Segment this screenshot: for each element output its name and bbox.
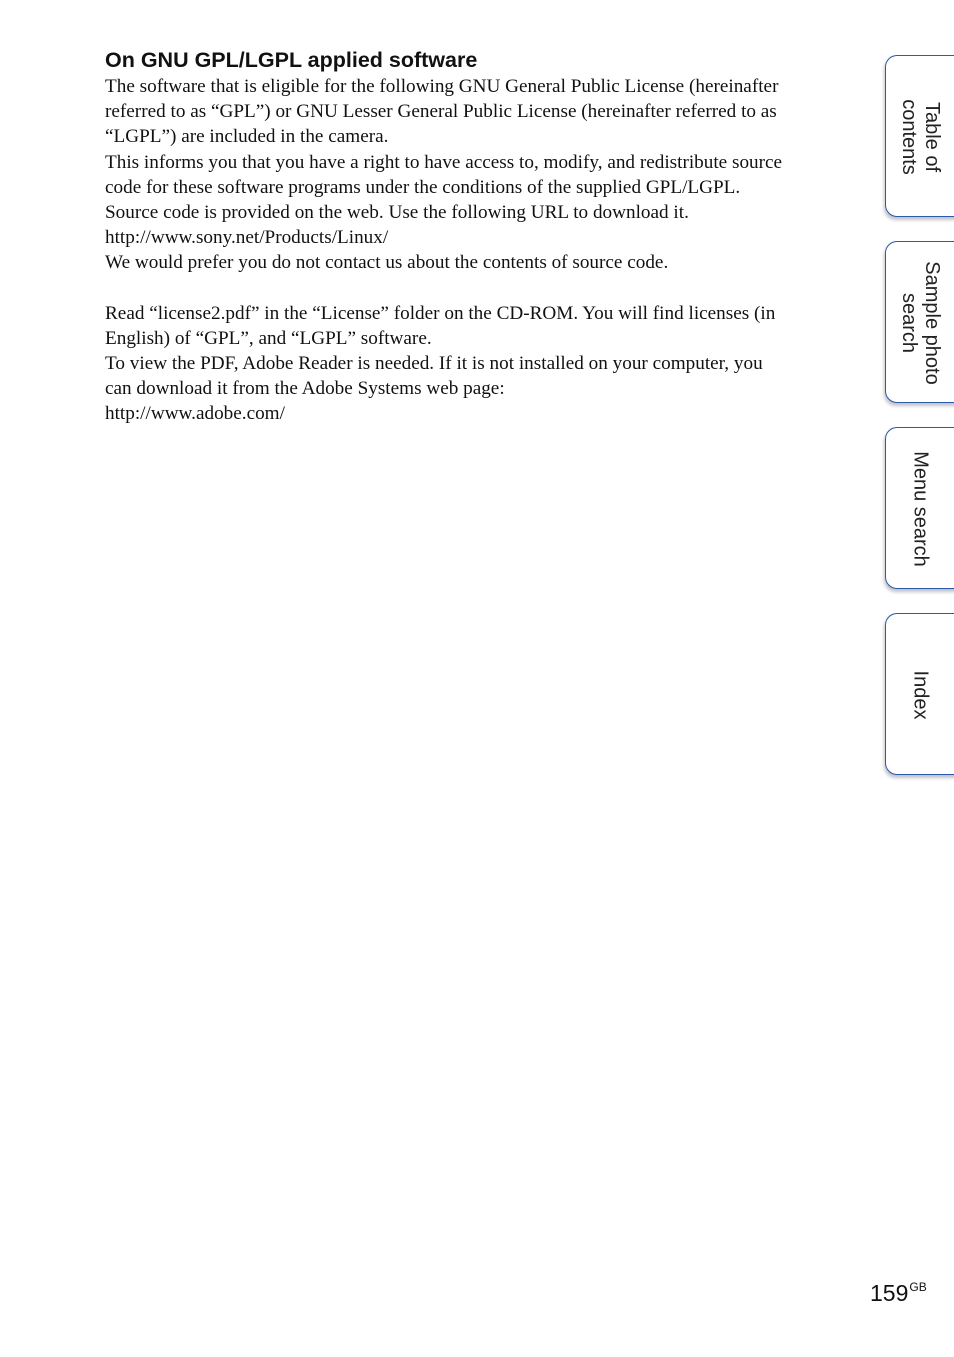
page-number: [870, 1280, 927, 1307]
tab-label-line: Index: [909, 670, 932, 720]
main-content: [105, 46, 850, 427]
text-line: code for these software programs under the conditions of the supplied GPL/LGPL.: [105, 176, 741, 198]
text-line: The software that is eligible for the following GNU General Public License (hereinafter: [105, 76, 779, 97]
adobe-url: http://www.adobe.com/: [105, 403, 285, 425]
tab-sample-photo-search-label: [897, 261, 943, 384]
tab-label-line: Sample photo: [921, 261, 943, 385]
text-line: This informs you that you have a right to have access to, modify, and redistribute source: [105, 151, 783, 173]
paragraph-1: [105, 74, 850, 276]
page-number-value: 159: [870, 1280, 909, 1306]
text-line: referred to as “GPL”) or GNU Lesser General Public License (hereinafter referred to as: [105, 101, 777, 123]
paragraph-spacer: [105, 276, 850, 301]
tab-table-of-contents-label: [897, 99, 943, 175]
text-line: “LGPL”) are included in the camera.: [105, 126, 389, 148]
tab-index[interactable]: [885, 613, 954, 775]
tab-label-line: search: [898, 292, 920, 354]
tab-label-line: contents: [898, 99, 920, 175]
tab-index-label: [909, 671, 932, 720]
tab-menu-search-label: [909, 451, 932, 567]
paragraph-2: [105, 301, 850, 427]
text-line: We would prefer you do not contact us about the contents of source code.: [105, 252, 669, 274]
tab-table-of-contents[interactable]: [885, 55, 954, 217]
text-line: English) of “GPL”, and “LGPL” software.: [105, 327, 432, 349]
tab-label-line: Table of: [921, 101, 943, 173]
text-line: can download it from the Adobe Systems web page:: [105, 378, 505, 400]
tab-sample-photo-search[interactable]: [885, 241, 954, 403]
text-line: Read “license2.pdf” in the “License” folder on the CD-ROM. You will find licenses (in: [105, 302, 776, 324]
page-number-suffix: GB: [909, 1280, 927, 1294]
section-heading: On GNU GPL/LGPL applied software: [105, 48, 478, 72]
tab-menu-search[interactable]: [885, 427, 954, 589]
tab-label-line: Menu search: [909, 451, 932, 567]
text-line: To view the PDF, Adobe Reader is needed. If it is not installed on your computer, you: [105, 353, 763, 375]
text-line: Source code is provided on the web. Use the following URL to download it.: [105, 201, 689, 223]
sony-linux-url: http://www.sony.net/Products/Linux/: [105, 227, 389, 249]
